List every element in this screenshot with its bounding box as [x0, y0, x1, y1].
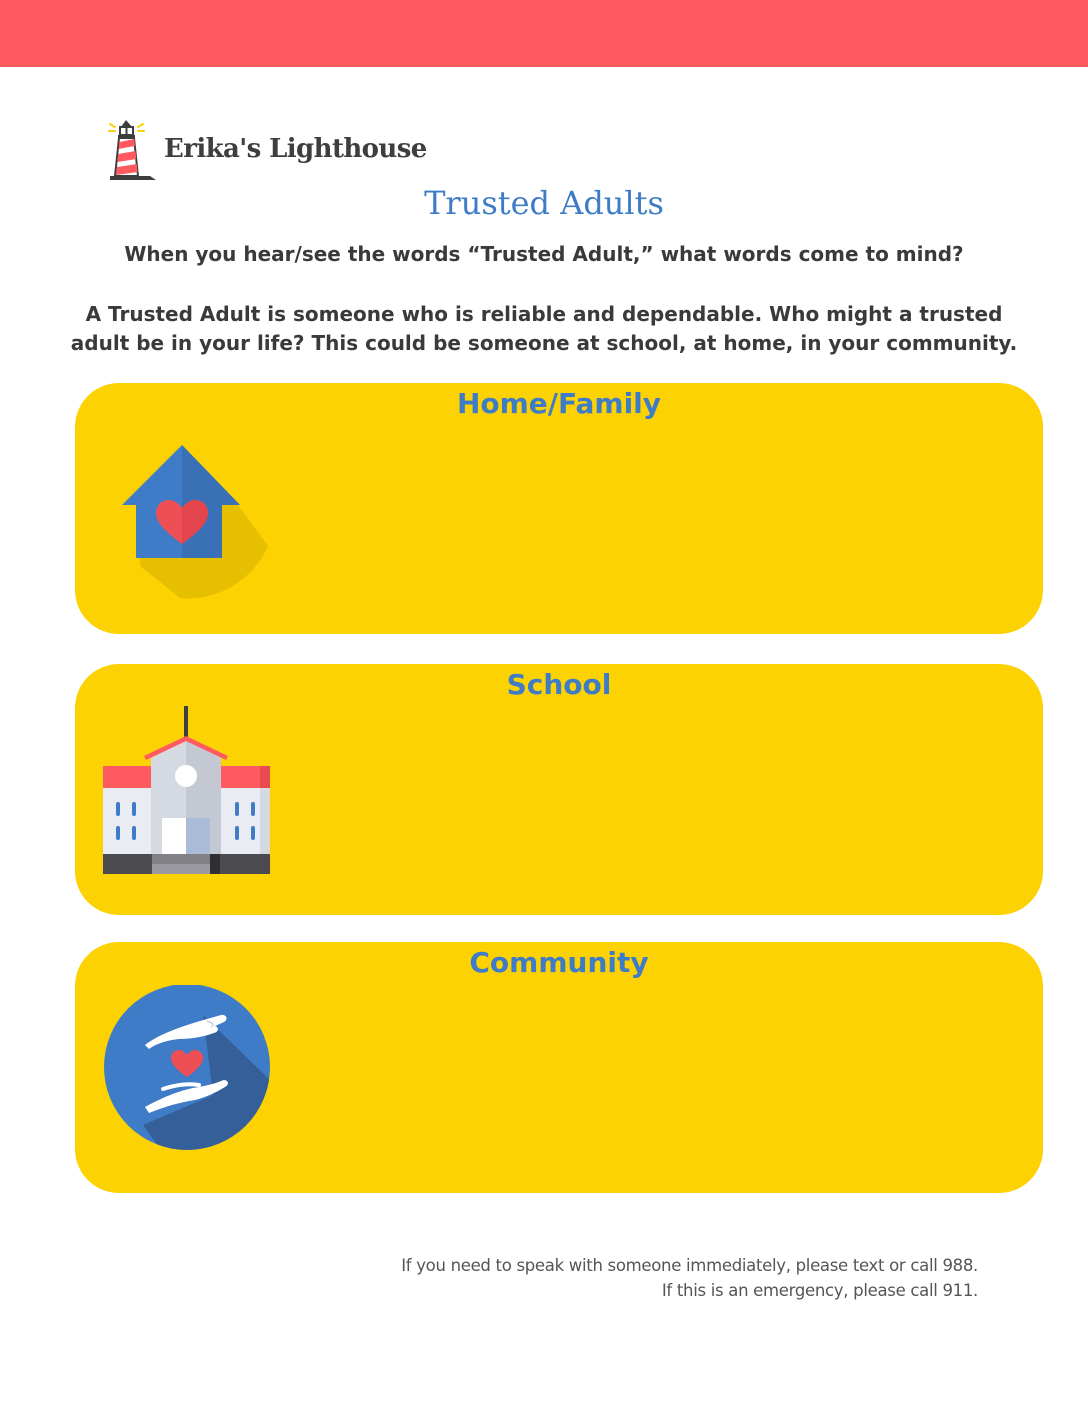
- panel-title-school: School: [506, 668, 612, 701]
- top-accent-bar: [0, 0, 1088, 67]
- footer-help-text: [401, 1253, 978, 1303]
- footer-line-911: If this is an emergency, please call 911.: [661, 1281, 978, 1300]
- brand-logo: [106, 118, 426, 184]
- panel-title-community: Community: [469, 946, 649, 979]
- footer-line-988: If you need to speak with someone immediately, please text or call 988.: [401, 1256, 978, 1275]
- panel-school[interactable]: [75, 664, 1043, 915]
- brand-name: Erika's Lighthouse: [164, 134, 427, 164]
- lighthouse-icon: [106, 118, 162, 184]
- school-building-icon: [102, 704, 272, 876]
- house-heart-icon: [120, 443, 280, 603]
- prompt-question: When you hear/see the words “Trusted Adult,” what words come to mind?: [124, 242, 964, 266]
- panel-home-family[interactable]: [75, 383, 1043, 634]
- description-text: A Trusted Adult is someone who is reliable and dependable. Who might a trusted adult be in your life? This could be someone at school, at home, in your community.: [70, 302, 1018, 355]
- panel-community[interactable]: [75, 942, 1043, 1193]
- hands-heart-icon: [103, 985, 271, 1153]
- panel-title-home-family: Home/Family: [456, 387, 662, 420]
- page-title: Trusted Adults: [424, 184, 664, 222]
